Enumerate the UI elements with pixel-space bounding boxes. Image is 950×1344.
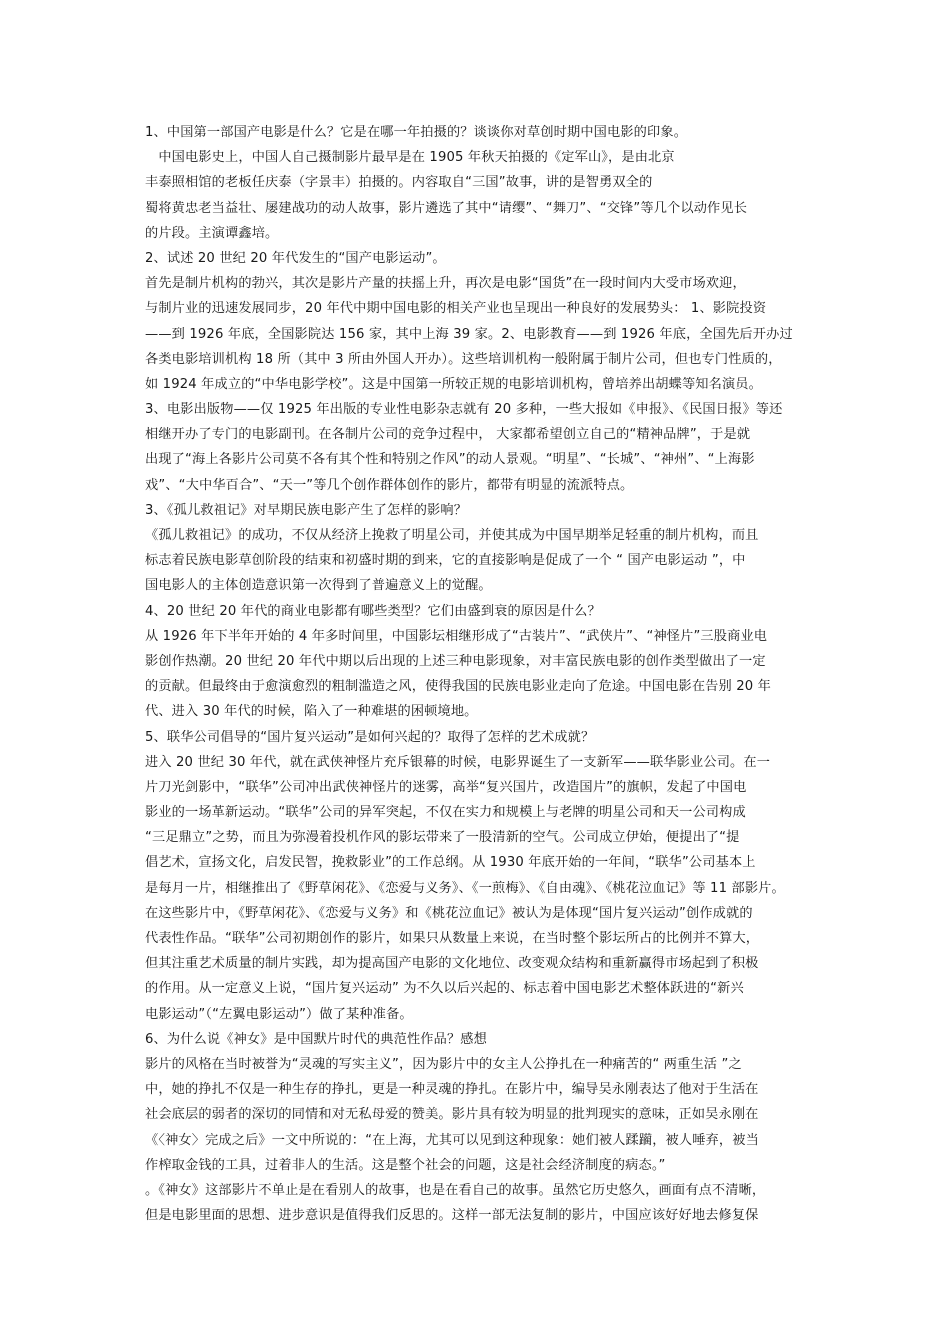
answer-2-line: 与制片业的迅速发展同步，20 年代中期中国电影的相关产业也呈现出一种良好的发展势头： 1、影院投资 [145,301,767,317]
answer-2-line: 戏”、“大中华百合”、“天一”等几个创作群体创作的影片，都带有明显的流派特点。 [145,477,634,493]
answer-6-line: 影片的风格在当时被誉为“灵魂的写实主义”，因为影片中的女主人公挣扎在一种痛苦的“ 两重生活 ”之 [145,1056,742,1072]
question-5: 5、联华公司倡导的“国片复兴运动”是如何兴起的？取得了怎样的艺术成就？ [145,729,595,745]
answer-6-line: 。《神女》这部影片不单止是在看别人的故事，也是在看自己的故事。虽然它历史悠久，画面有点不清晰， [145,1182,766,1198]
answer-5-line: 影业的一场革新运动。“联华”公司的异军突起，不仅在实力和规模上与老牌的明星公司和天一公司构成 [145,805,746,821]
answer-1-line: 的片段。主演谭鑫培。 [145,225,279,241]
answer-4-line: 代、进入 30 年代的时候，陷入了一种难堪的困顿境地。 [145,704,478,720]
question-6: 6、为什么说《神女》是中国默片时代的典范性作品？感想 [145,1031,487,1047]
document-body [145,120,810,1228]
answer-5-line: 进入 20 世纪 30 年代，就在武侠神怪片充斥银幕的时候，电影界诞生了一支新军——联华影业公司。在一 [145,754,771,770]
answer-6-line: 社会底层的弱者的深切的同情和对无私母爱的赞美。影片具有较为明显的批判现实的意味，正如吴永刚在 [145,1107,759,1123]
answer-3-line: 国电影人的主体创造意识第一次得到了普遍意义上的觉醒。 [145,578,492,594]
question-2: 2、试述 20 世纪 20 年代发生的“国产电影运动”。 [145,250,446,266]
answer-5-line: “三足鼎立”之势，而且为弥漫着投机作风的影坛带来了一股清新的空气。公司成立伊始，便提出了“提 [145,830,740,846]
answer-3-line: 标志着民族电影草创阶段的结束和初盛时期的到来，它的直接影响是促成了一个 “ 国产电影运动 ”，中 [145,553,746,569]
question-1: 1、中国第一部国产电影是什么？它是在哪一年拍摄的？谈谈你对草创时期中国电影的印象。 [145,125,688,140]
answer-5-line: 在这些影片中，《野草闲花》、《恋爱与义务》和《桃花泣血记》被认为是体现“国片复兴运动”创作成就的 [145,905,753,921]
answer-6-line: 作榨取金钱的工具，过着非人的生活。这是整个社会的问题，这是社会经济制度的病态。” [145,1157,666,1173]
answer-5-line: 的作用。从一定意义上说，“国片复兴运动” 为不久以后兴起的、标志着中国电影艺术整体跃进的“新兴 [145,981,744,997]
answer-6-line: 但是电影里面的思想、进步意识是值得我们反思的。这样一部无法复制的影片，中国应该好好地去修复保 [145,1208,759,1224]
answer-1-line: 丰泰照相馆的老板任庆泰（字景丰）拍摄的。内容取自“三国”故事，讲的是智勇双全的 [145,175,653,191]
answer-2-line: ——到 1926 年底，全国影院达 156 家，其中上海 39 家。2、电影教育——到 1926 年底，全国先后开办过 [145,326,793,342]
answer-2-line: 如 1924 年成立的“中华电影学校”。这是中国第一所较正规的电影培训机构，曾培养出胡蝶等知名演员。 [145,376,762,392]
answer-2-line: 各类电影培训机构 18 所（其中 3 所由外国人开办）。这些培训机构一般附属于制片公司，但也专门性质的， [145,351,782,367]
answer-2-line: 3、电影出版物——仅 1925 年出版的专业性电影杂志就有 20 多种，一些大报如《申报》、《民国日报》等还 [145,402,783,418]
answer-6-line: 《〈神女〉完成之后》一文中所说的：“在上海，尤其可以见到这种现象：她们被人蹂躏，被人唾弃，被当 [145,1132,759,1148]
answer-4-line: 的贡献。但最终由于愈演愈烈的粗制滥造之风，使得我国的民族电影业走向了危途。中国电影在告别 20 年 [145,679,771,695]
answer-5-line: 但其注重艺术质量的制片实践，却为提高国产电影的文化地位、改变观众结构和重新赢得市场起到了积极 [145,956,759,972]
answer-4-line: 影创作热潮。20 世纪 20 年代中期以后出现的上述三种电影现象，对丰富民族电影的创作类型做出了一定 [145,653,766,669]
answer-6-line: 中，她的挣扎不仅是一种生存的挣扎，更是一种灵魂的挣扎。在影片中，编导吴永刚表达了他对于生活在 [145,1082,759,1098]
answer-5-line: 代表性作品。“联华”公司初期创作的影片，如果只从数量上来说，在当时整个影坛所占的比例并不算大， [145,931,760,946]
answer-4-line: 从 1926 年下半年开始的 4 年多时间里，中国影坛相继形成了“古装片”、“武侠片”、“神怪片”三股商业电 [145,628,768,644]
answer-2-line: 相继开办了专门的电影副刊。在各制片公司的竞争过程中， 大家都希望创立自己的“精神品牌”，于是就 [145,427,751,443]
answer-5-line: 电影运动”（“左翼电影运动”）做了某种准备。 [145,1006,413,1022]
answer-1-line: 蜀将黄忠老当益壮、屡建战功的动人故事，影片遴选了其中“请缨”、“舞刀”、“交锋”等几个以动作见长 [145,200,748,216]
answer-3-line: 《孤儿救祖记》的成功，不仅从经济上挽救了明星公司，并使其成为中国早期举足轻重的制片机构，而且 [145,528,759,543]
answer-5-line: 是每月一片，相继推出了《野草闲花》、《恋爱与义务》、《一煎梅》、《自由魂》、《桃花泣血记》等 11 部影片。 [145,880,785,896]
answer-2-line: 出现了“海上各影片公司莫不各有其个性和特别之作风”的动人景观。“明星”、“长城”、“神州”、“上海影 [145,452,755,468]
question-4: 4、20 世纪 20 年代的商业电影都有哪些类型？它们由盛到衰的原因是什么？ [145,603,601,619]
answer-1-line: 中国电影史上，中国人自己摄制影片最早是在 1905 年秋天拍摄的《定军山》，是由北京 [145,150,675,166]
answer-2-line: 首先是制片机构的勃兴，其次是影片产量的扶摇上升，再次是电影“国货”在一段时间内大受市场欢迎， [145,276,746,292]
answer-5-line: 倡艺术，宣扬文化，启发民智，挽救影业”的工作总纲。从 1930 年底开始的一年间，“联华”公司基本上 [145,855,756,871]
question-3: 3、《孤儿救祖记》对早期民族电影产生了怎样的影响？ [145,502,468,518]
answer-5-line: 片刀光剑影中，“联华”公司冲出武侠神怪片的迷雾，高举“复兴国片，改造国片”的旗帜，发起了中国电 [145,779,747,795]
